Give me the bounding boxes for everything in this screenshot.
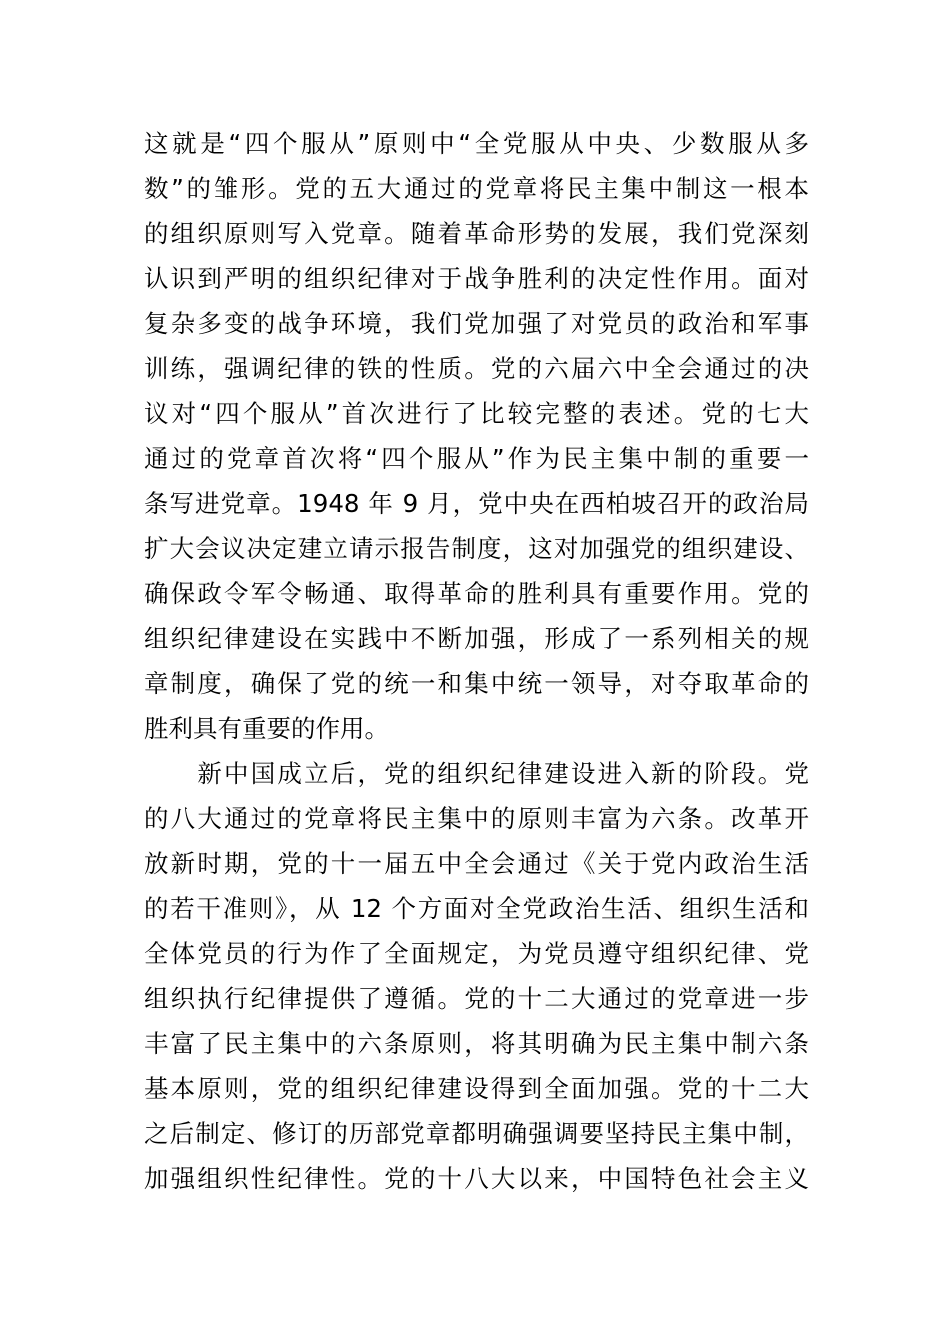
text-line: 放新时期，党的十一届五中全会通过《关于党内政治生活: [144, 849, 809, 878]
text-line: 的若干准则》，从 12 个方面对全党政治生活、组织生活和: [144, 894, 809, 923]
text-line: 的八大通过的党章将民主集中的原则丰富为六条。改革开: [144, 804, 809, 833]
text-line: 丰富了民主集中的六条原则，将其明确为民主集中制六条: [144, 1029, 809, 1058]
paragraph-2: [144, 751, 809, 1201]
text-line: 基本原则，党的组织纪律建设得到全面加强。党的十二大: [144, 1074, 809, 1103]
text-line: 认识到严明的组织纪律对于战争胜利的决定性作用。面对: [144, 264, 809, 293]
text-line: 全体党员的行为作了全面规定，为党员遵守组织纪律、党: [144, 939, 809, 968]
text-line: 数”的雏形。党的五大通过的党章将民主集中制这一根本: [144, 174, 809, 203]
paragraph-1: [144, 121, 809, 751]
text-line: 扩大会议决定建立请示报告制度，这对加强党的组织建设、: [144, 534, 809, 563]
text-line: 通过的党章首次将“四个服从”作为民主集中制的重要一: [144, 444, 809, 473]
text-line: 新中国成立后，党的组织纪律建设进入新的阶段。党: [144, 759, 809, 788]
text-line: 的组织原则写入党章。随着革命形势的发展，我们党深刻: [144, 219, 809, 248]
text-line: 章制度，确保了党的统一和集中统一领导，对夺取革命的: [144, 669, 809, 698]
text-line: 组织纪律建设在实践中不断加强，形成了一系列相关的规: [144, 624, 809, 653]
text-line: 之后制定、修订的历部党章都明确强调要坚持民主集中制，: [144, 1119, 809, 1148]
text-line: 条写进党章。1948 年 9 月，党中央在西柏坡召开的政治局: [144, 489, 809, 518]
text-line: 训练，强调纪律的铁的性质。党的六届六中全会通过的决: [144, 354, 809, 383]
text-line: 这就是“四个服从”原则中“全党服从中央、少数服从多: [144, 129, 809, 158]
document-body: [144, 121, 809, 1201]
text-line: 复杂多变的战争环境，我们党加强了对党员的政治和军事: [144, 309, 809, 338]
text-line: 胜利具有重要的作用。: [144, 714, 389, 743]
text-line: 组织执行纪律提供了遵循。党的十二大通过的党章进一步: [144, 984, 809, 1013]
text-line: 确保政令军令畅通、取得革命的胜利具有重要作用。党的: [144, 579, 809, 608]
text-line: 加强组织性纪律性。党的十八大以来，中国特色社会主义: [144, 1164, 809, 1193]
text-line: 议对“四个服从”首次进行了比较完整的表述。党的七大: [144, 399, 809, 428]
